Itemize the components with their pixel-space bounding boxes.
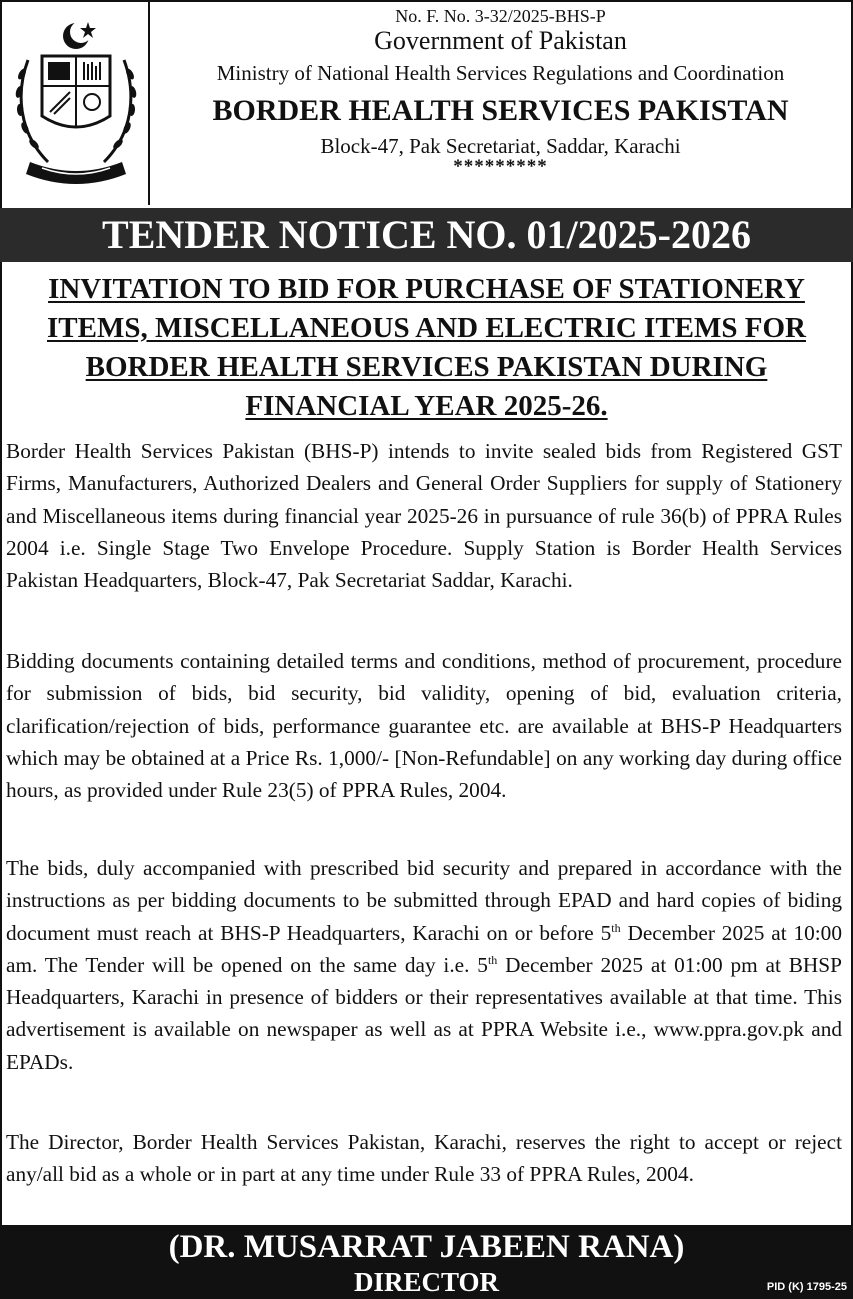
signatory-title: DIRECTOR <box>353 1267 500 1297</box>
ministry-name: Ministry of National Health Services Regulations and Coordination <box>216 61 785 85</box>
tender-notice-title: TENDER NOTICE NO. 01/2025-2026 <box>0 208 853 262</box>
subject-line: BORDER HEALTH SERVICES PAKISTAN DURING <box>85 351 768 383</box>
organization-address: Block-47, Pak Secretariat, Saddar, Karachi <box>320 134 681 158</box>
signature-block <box>0 1225 853 1299</box>
header-separator: ********* <box>453 156 548 177</box>
subject-line: FINANCIAL YEAR 2025-26. <box>245 390 608 422</box>
paragraph-submission: The bids, duly accompanied with prescribed bid security and prepared in accordance with the instructions as per bidding documents to be submitted through EPAD and hard copies of biding document must reach at BHS-P Headquarters, Karachi on or before 5th December 2025 at 10:00 am. The Tender will be opened on the same day i.e. 5th December 2025 at 01:00 pm at BHSP Headquarters, Karachi in presence of bidders or their representatives available at that time. This advertisement is available on newspaper as well as at PPRA Website i.e., www.ppra.gov.pk and EPADs. <box>6 856 842 1074</box>
notice-header <box>0 0 853 207</box>
notice-subject <box>10 270 843 426</box>
organization-name: BORDER HEALTH SERVICES PAKISTAN <box>212 94 789 127</box>
pid-code: PID (K) 1795-25 <box>766 1281 847 1293</box>
subject-line: ITEMS, MISCELLANEOUS AND ELECTRIC ITEMS FOR <box>47 312 806 344</box>
paragraph-bidding-documents: Bidding documents containing detailed terms and conditions, method of procurement, procedure for submission of bids, bid security, bid validity, opening of bid, evaluation criteria, clarification/rejection of bids, performance guarantee etc. are available at BHS-P Headquarters which may be obtained at a Price Rs. 1,000/- [Non-Refundable] on any working day during office hours, as provided under Rule 23(5) of PPRA Rules, 2004. <box>6 649 842 803</box>
header-text <box>150 2 851 175</box>
signatory-name: (DR. MUSARRAT JABEEN RANA) <box>168 1229 685 1265</box>
paragraph-invitation: Border Health Services Pakistan (BHS-P) intends to invite sealed bids from Registered GST Firms, Manufacturers, Authorized Dealers and General Order Suppliers for supply of Stationery and Miscellaneous items during financial year 2025-26 in pursuance of rule 36(b) of PPRA Rules 2004 i.e. Single Stage Two Envelope Procedure. Supply Station is Border Health Services Pakistan Headquarters, Block-47, Pak Secretariat Saddar, Karachi. <box>6 439 842 593</box>
government-name: Government of Pakistan <box>374 26 627 55</box>
emblem-panel <box>2 2 150 205</box>
subject-line: INVITATION TO BID FOR PURCHASE OF STATIONERY <box>48 273 805 305</box>
paragraph-rights-reserved: The Director, Border Health Services Pakistan, Karachi, reserves the right to accept or reject any/all bid as a whole or in part at any time under Rule 33 of PPRA Rules, 2004. <box>6 1130 842 1187</box>
state-emblem-icon <box>8 12 144 192</box>
reference-number: No. F. No. 3-32/2025-BHS-P <box>395 6 606 26</box>
